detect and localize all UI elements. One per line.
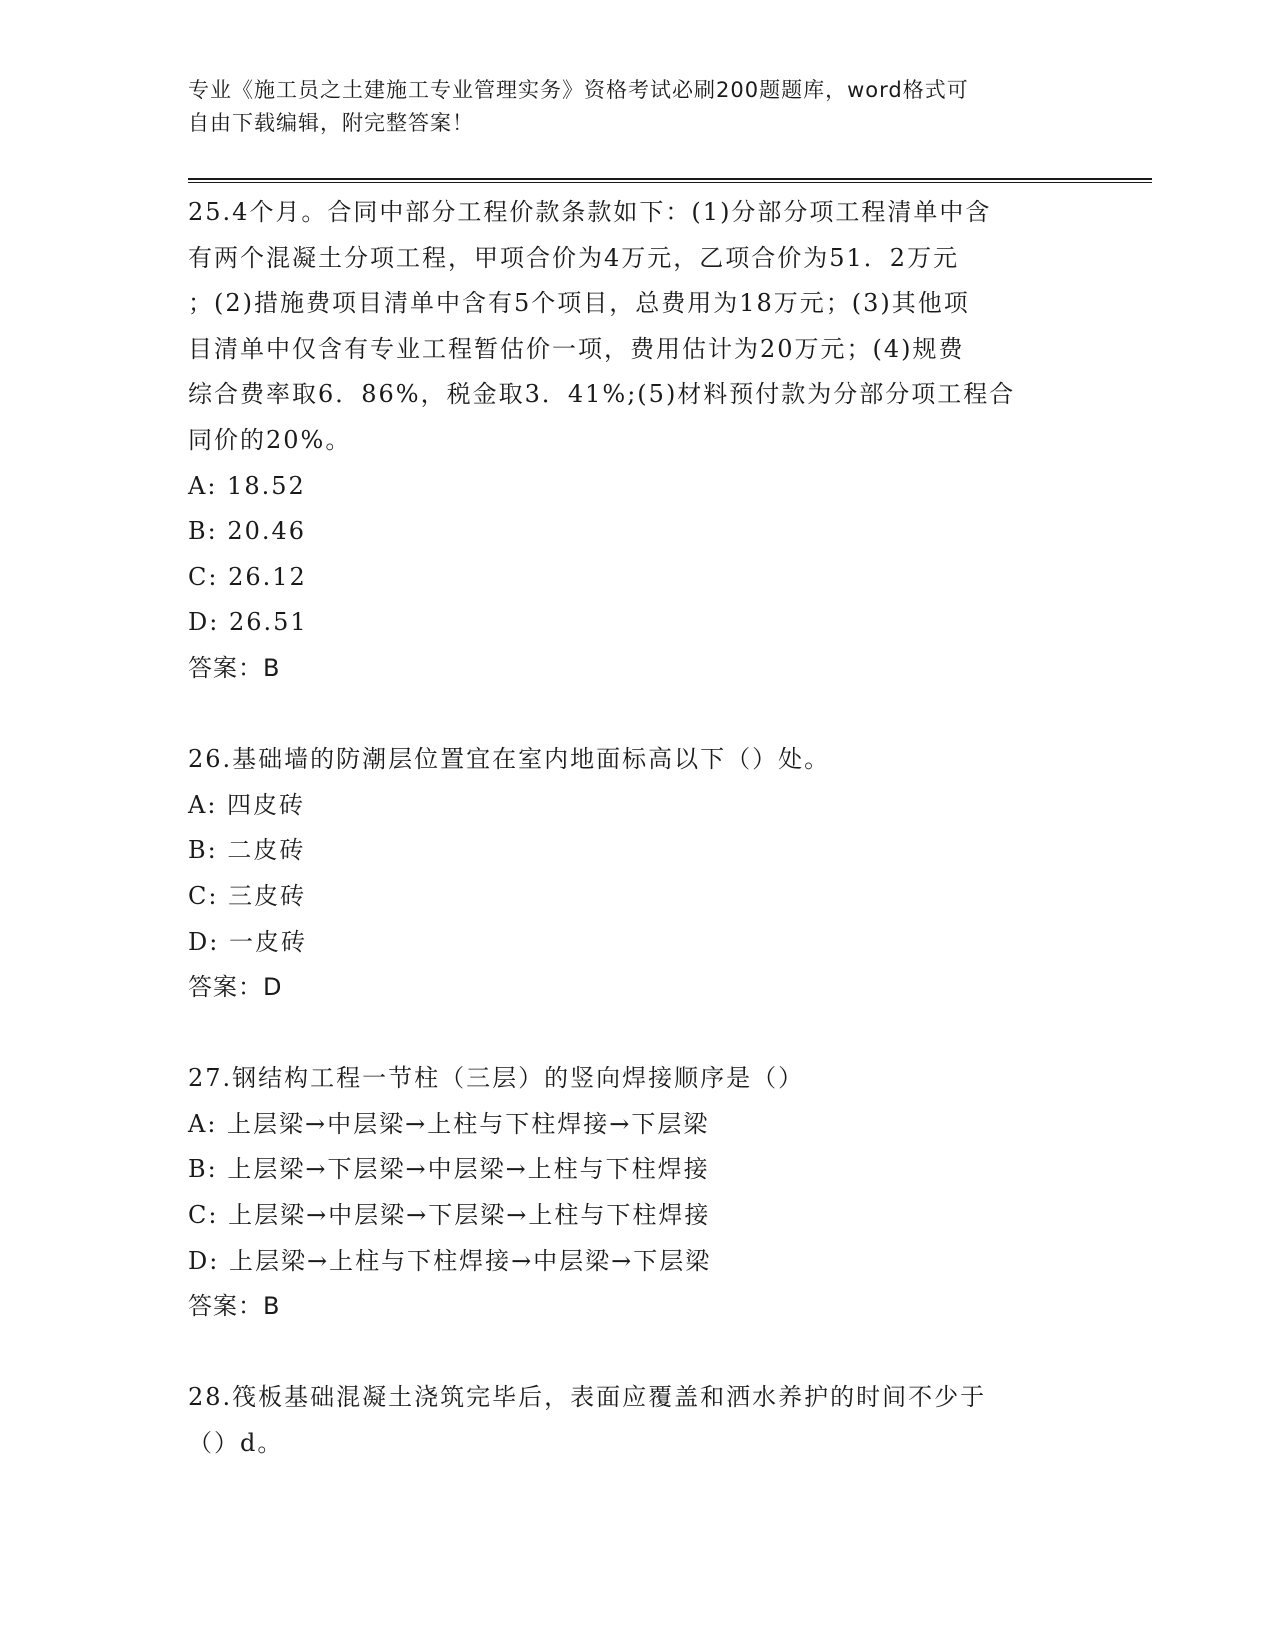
question-stem-line: 目清单中仅含有专业工程暂估价一项，费用估计为20万元；(4)规费 (188, 334, 965, 363)
header-title-line-1: 专业《施工员之土建施工专业管理实务》资格考试必刷200题题库，word格式可 (188, 78, 969, 102)
option-a: A: 四皮砖 (188, 790, 306, 819)
question-stem-line: 25.4个月。合同中部分工程价款条款如下：(1)分部分项工程清单中含 (188, 198, 992, 226)
option-c: C: 三皮砖 (188, 881, 307, 910)
option-c: C: 26.12 (188, 562, 307, 591)
option-d: D: 26.51 (188, 608, 308, 637)
answer-line: 答案：B (188, 653, 281, 682)
question-stem-line: 有两个混凝土分项工程，甲项合价为4万元，乙项合价为51．2万元 (188, 243, 960, 272)
question-spacer (188, 692, 1088, 738)
option-d: D: 一皮砖 (188, 927, 307, 956)
option-b: B: 上层梁→下层梁→中层梁→上柱与下柱焊接 (188, 1155, 710, 1184)
question-stem-line: （）d。 (188, 1429, 284, 1458)
question-stem-line: 26.基础墙的防潮层位置宜在室内地面标高以下（）处。 (188, 745, 831, 774)
answer-line: 答案：B (188, 1292, 281, 1321)
question-stem-line: 综合费率取6．86%，税金取3．41%;(5)材料预付款为分部分项工程合 (188, 380, 1016, 409)
question-26 (188, 737, 1088, 1011)
header-divider-thin (188, 182, 1152, 183)
question-25 (188, 190, 1088, 692)
header-title-line-2: 自由下载编辑，附完整答案！ (188, 111, 474, 135)
option-a: A: 上层梁→中层梁→上柱与下柱焊接→下层梁 (188, 1109, 710, 1138)
option-a: A: 18.52 (188, 471, 306, 500)
question-stem-line: 同价的20%。 (188, 425, 352, 454)
option-d: D: 上层梁→上柱与下柱焊接→中层梁→下层梁 (188, 1246, 712, 1275)
question-spacer (188, 1330, 1088, 1376)
question-stem-line: ；(2)措施费项目清单中含有5个项目，总费用为18万元；(3)其他项 (188, 289, 970, 318)
option-c: C: 上层梁→中层梁→下层梁→上柱与下柱焊接 (188, 1201, 711, 1230)
header-divider (188, 178, 1152, 180)
document-header (188, 74, 1068, 140)
question-list (188, 190, 1088, 1467)
question-stem-line: 27.钢结构工程一节柱（三层）的竖向焊接顺序是（） (188, 1064, 805, 1093)
question-27 (188, 1056, 1088, 1330)
option-b: B: 20.46 (188, 517, 307, 546)
question-stem-line: 28.筏板基础混凝土浇筑完毕后，表面应覆盖和洒水养护的时间不少于 (188, 1383, 987, 1412)
answer-line: 答案：D (188, 973, 283, 1002)
question-spacer (188, 1011, 1088, 1057)
question-28 (188, 1375, 1088, 1466)
option-b: B: 二皮砖 (188, 836, 306, 865)
